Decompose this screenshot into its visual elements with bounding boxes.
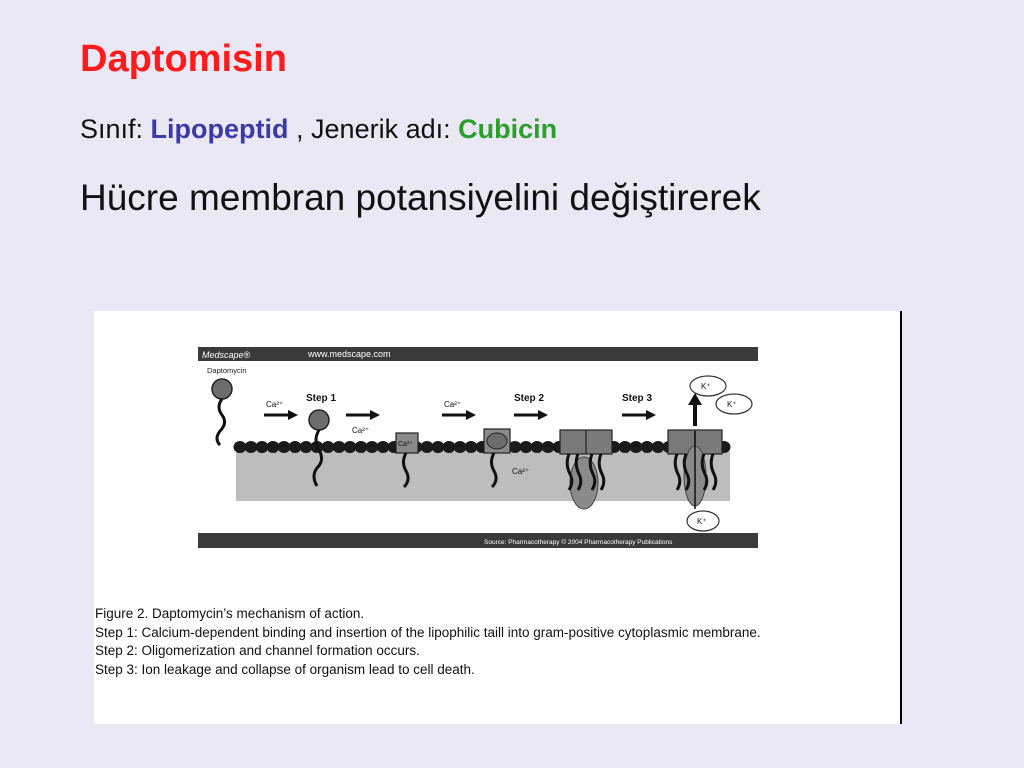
svg-text:K⁺: K⁺	[727, 400, 737, 409]
caption-line-3: Step 2: Oligomerization and channel formation occurs.	[95, 643, 420, 659]
class-line	[80, 114, 557, 145]
class-value: Lipopeptid	[150, 114, 289, 144]
figure-header-bar	[198, 347, 758, 361]
cytoplasm-region	[236, 451, 730, 501]
class-label: Sınıf:	[80, 114, 144, 144]
caption-line-2: Step 1: Calcium-dependent binding and insertion of the lipophilic taill into gram-positive cytoplasmic membrane.	[95, 624, 761, 640]
ca-ion-3: Ca²⁺	[398, 441, 413, 448]
step3-label: Step 3	[622, 393, 653, 404]
medscape-logo: Medscape®	[202, 350, 251, 360]
caption-line-1: Figure 2. Daptomycin’s mechanism of action.	[95, 606, 365, 621]
drug-label: Daptomycin	[207, 366, 247, 375]
ca-ion-1: Ca²⁺	[266, 400, 284, 409]
generic-value: Cubicin	[458, 114, 558, 144]
mechanism-figure	[94, 311, 902, 724]
generic-label: , Jenerik adı:	[296, 114, 451, 144]
svg-text:K⁺: K⁺	[697, 517, 707, 526]
svg-text:K⁺: K⁺	[701, 382, 711, 391]
caption-line-4: Step 3: Ion leakage and collapse of organism lead to cell death.	[95, 661, 475, 677]
step2-label: Step 2	[514, 393, 545, 404]
ca-ion-4: Ca²⁺	[444, 400, 462, 409]
slide-title: Daptomisin	[80, 38, 287, 80]
figure-caption	[95, 605, 902, 679]
bound-daptomycin-head	[309, 410, 329, 430]
daptomycin-head	[212, 379, 232, 399]
membrane-beads	[234, 441, 731, 453]
step1-label: Step 1	[306, 393, 337, 404]
figure-footer-bar	[198, 533, 758, 548]
ca-ion-2: Ca²⁺	[352, 426, 370, 435]
ca-ion-5: Ca²⁺	[512, 467, 530, 476]
header-url: www.medscape.com	[308, 349, 391, 359]
body-text: Hücre membran potansiyelini değiştirerek	[80, 177, 761, 218]
figure-source: Source: Pharmacotherapy © 2004 Pharmacotherapy Publications	[484, 539, 673, 546]
mechanism-diagram	[94, 311, 902, 601]
